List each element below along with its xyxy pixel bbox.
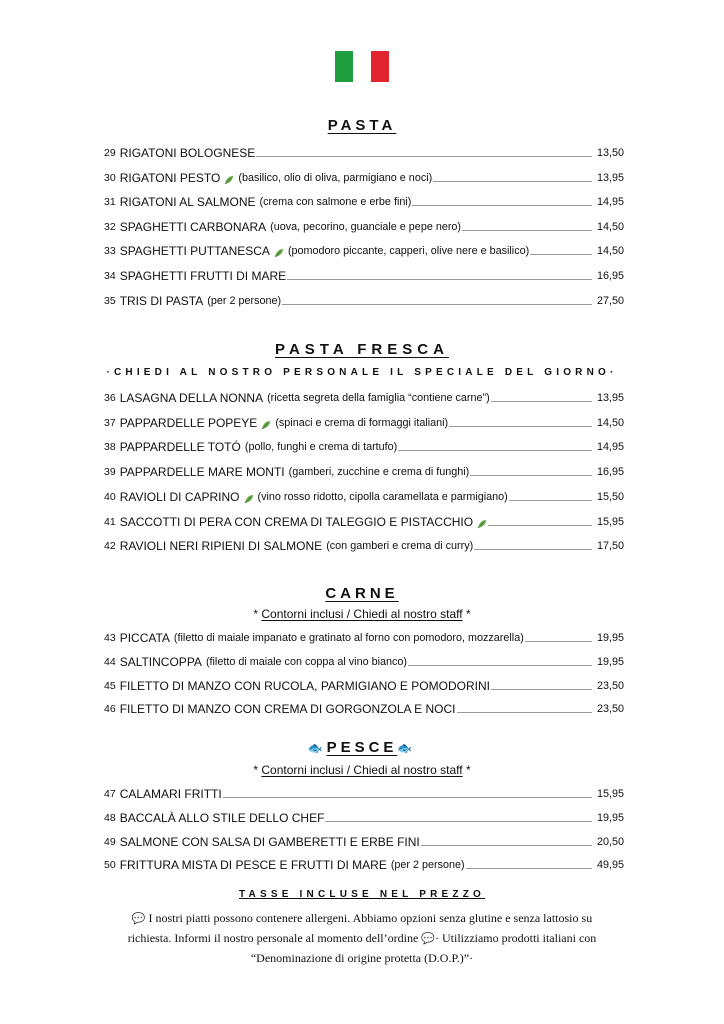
menu-item [104,413,624,430]
item-number: 32 [104,220,116,233]
menu-item [104,241,624,258]
item-price: 20,50 [596,835,624,848]
item-name: RIGATONI AL SALMONE [119,195,256,210]
leader-line [462,230,592,231]
menu-item [104,437,624,454]
leader-line [491,401,592,402]
flag-green-stripe [335,51,353,82]
item-number: 48 [104,811,116,824]
menu-item [104,699,624,716]
item-price: 16,95 [596,270,624,282]
item-number: 40 [104,490,116,503]
leader-line [421,845,592,846]
leader-line [449,426,592,427]
item-name: SPAGHETTI FRUTTI DI MARE [119,269,287,283]
leader-line [325,821,592,822]
leader-line [491,689,592,690]
leader-line [530,254,592,255]
vegetarian-leaf-icon [244,494,254,504]
item-number: 43 [104,632,116,644]
item-number: 34 [104,270,116,282]
item-description: (vino rosso ridotto, cipolla caramellata e parmigiano) [257,490,508,503]
flag-white-stripe [353,51,371,82]
item-name: FILETTO DI MANZO CON RUCOLA, PARMIGIANO E POMODORINI [119,678,490,693]
item-price: 14,50 [596,416,624,429]
menu-item [104,784,624,801]
allergen-note-line2: · Utilizziamo prodotti italiani con “Denominazione di origine protetta (D.O.P.)”· [250,931,597,965]
item-description: (per 2 persone) [207,294,282,307]
menu-item [104,168,624,185]
vegetarian-leaf-icon [224,175,234,185]
item-name: PAPPARDELLE MARE MONTI [119,465,285,480]
item-price: 13,95 [596,392,624,404]
item-price: 14,50 [596,220,624,233]
item-price: 14,50 [596,245,624,258]
menu-item [104,487,624,504]
item-description: (spinaci e crema di formaggi italiani) [275,416,449,429]
item-description: (gamberi, zucchine e crema di funghi) [288,466,470,479]
menu-item [104,676,624,693]
item-description: (pomodoro piccante, capperi, olive nere e basilico) [287,245,530,258]
item-description: (uova, pecorino, guanciale e pepe nero) [270,220,462,233]
item-number: 49 [104,835,116,848]
menu-item [104,388,624,405]
footer-title: TASSE INCLUSE NEL PREZZO [238,889,485,900]
item-price: 15,95 [596,515,624,528]
menu-item [104,266,624,283]
item-price: 19,95 [596,655,624,668]
leader-line [525,641,592,642]
section-title-pasta-fresca: PASTA FRESCA [275,341,449,358]
item-name: RAVIOLI NERI RIPIENI DI SALMONE [119,539,323,554]
item-name: CALAMARI FRITTI [119,787,222,801]
leader-line [466,868,592,869]
item-number: 44 [104,655,116,668]
section-title-pasta: PASTA [327,117,397,134]
allergen-note-line1: I nostri piatti possono contenere allergeni. Abbiamo opzioni senza glutine e senza lattosio su richiesta. Informi il nostro personale al momento dell’ordine [127,911,593,945]
item-price: 17,50 [596,540,624,553]
item-price: 49,95 [596,859,624,872]
menu-item [104,143,624,160]
leader-line [398,450,592,451]
item-number: 36 [104,392,116,404]
item-name: FILETTO DI MANZO CON CREMA DI GORGONZOLA E NOCI [119,702,456,717]
leader-line [408,665,592,666]
item-description: (filetto di maiale con coppa al vino bianco) [205,655,407,668]
item-number: 31 [104,196,116,209]
menu-item [104,192,624,209]
menu-item [104,462,624,479]
item-name: SALTINCOPPA [119,654,202,669]
item-number: 37 [104,416,116,429]
item-name: LASAGNA DELLA NONNA [119,391,264,405]
item-price: 27,50 [596,294,624,307]
vegetarian-leaf-icon [274,248,284,258]
leader-line [223,797,592,798]
item-number: 42 [104,540,116,553]
pasta-fresca-subtitle: ·CHIEDI AL NOSTRO PERSONALE IL SPECIALE DEL GIORNO· [106,367,618,378]
vegetarian-leaf-icon [261,420,271,430]
item-name: PAPPARDELLE POPEYE [119,415,258,430]
italian-flag [335,51,389,82]
item-description: (pollo, funghi e crema di tartufo) [244,441,398,454]
speech-bubble-icon: 💬 [131,913,146,925]
vegetarian-leaf-icon [477,519,487,529]
item-name: SPAGHETTI CARBONARA [119,219,267,234]
item-number: 38 [104,441,116,454]
menu-item [104,808,624,825]
item-number: 35 [104,294,116,307]
item-number: 50 [104,859,116,872]
section-title-pesce: 🐟PESCE🐟 [307,739,417,756]
pesce-subtitle: * Contorni inclusi / Chiedi al nostro staff * [253,763,471,777]
item-price: 14,95 [596,196,624,209]
leader-line [509,500,592,501]
item-description: (crema con salmone e erbe fini) [259,196,412,209]
item-number: 45 [104,679,116,692]
item-number: 29 [104,147,116,159]
item-price: 15,95 [596,788,624,800]
menu-item [104,652,624,669]
menu-item [104,628,624,645]
item-name: PAPPARDELLE TOTÓ [119,440,241,455]
menu-item [104,217,624,234]
fish-icon: 🐟 [307,741,327,755]
carne-subtitle: * Contorni inclusi / Chiedi al nostro staff * [253,607,471,621]
leader-line [256,156,592,157]
item-number: 39 [104,466,116,479]
leader-line [412,205,592,206]
item-description: (per 2 persone) [390,859,465,872]
leader-line [488,525,592,526]
item-number: 30 [104,171,116,184]
item-name: SPAGHETTI PUTTANESCA [119,244,270,259]
fish-icon: 🐟 [397,741,417,755]
speech-bubble-icon: 💬 [421,933,435,945]
item-price: 19,95 [596,632,624,644]
item-name: RIGATONI PESTO [119,170,221,185]
item-description: (basilico, olio di oliva, parmigiano e noci) [238,171,433,184]
item-number: 46 [104,703,116,716]
item-name: FRITTURA MISTA DI PESCE E FRUTTI DI MARE [119,858,387,873]
menu-item [104,512,624,529]
item-name: RAVIOLI DI CAPRINO [119,489,240,504]
item-price: 19,95 [596,811,624,824]
item-price: 23,50 [596,703,624,716]
item-price: 13,50 [596,147,624,159]
item-number: 33 [104,245,116,258]
item-number: 41 [104,515,116,528]
item-description: (ricetta segreta della famiglia “contiene carne”) [267,392,490,404]
leader-line [474,549,592,550]
menu-item [104,536,624,553]
item-price: 23,50 [596,679,624,692]
item-price: 13,95 [596,171,624,184]
item-description: (con gamberi e crema di curry) [326,540,474,553]
menu-item [104,832,624,849]
item-number: 47 [104,788,116,800]
leader-line [470,475,592,476]
section-title-carne: CARNE [325,585,399,602]
menu-item [104,855,624,872]
item-name: SACCOTTI DI PERA CON CREMA DI TALEGGIO E PISTACCHIO [119,514,474,529]
menu-item [104,291,624,308]
leader-line [282,304,592,305]
item-description: (filetto di maiale impanato e gratinato al forno con pomodoro, mozzarella) [173,632,524,644]
item-name: SALMONE CON SALSA DI GAMBERETTI E ERBE FINI [119,834,420,849]
item-name: PICCATA [119,631,170,645]
leader-line [287,279,592,280]
item-price: 16,95 [596,466,624,479]
item-price: 15,50 [596,490,624,503]
item-name: BACCALÀ ALLO STILE DELLO CHEF [119,810,325,825]
allergen-note [110,909,614,968]
flag-red-stripe [371,51,389,82]
leader-line [457,712,593,713]
item-name: TRIS DI PASTA [119,293,204,308]
item-price: 14,95 [596,441,624,454]
leader-line [433,181,592,182]
item-name: RIGATONI BOLOGNESE [119,146,256,160]
